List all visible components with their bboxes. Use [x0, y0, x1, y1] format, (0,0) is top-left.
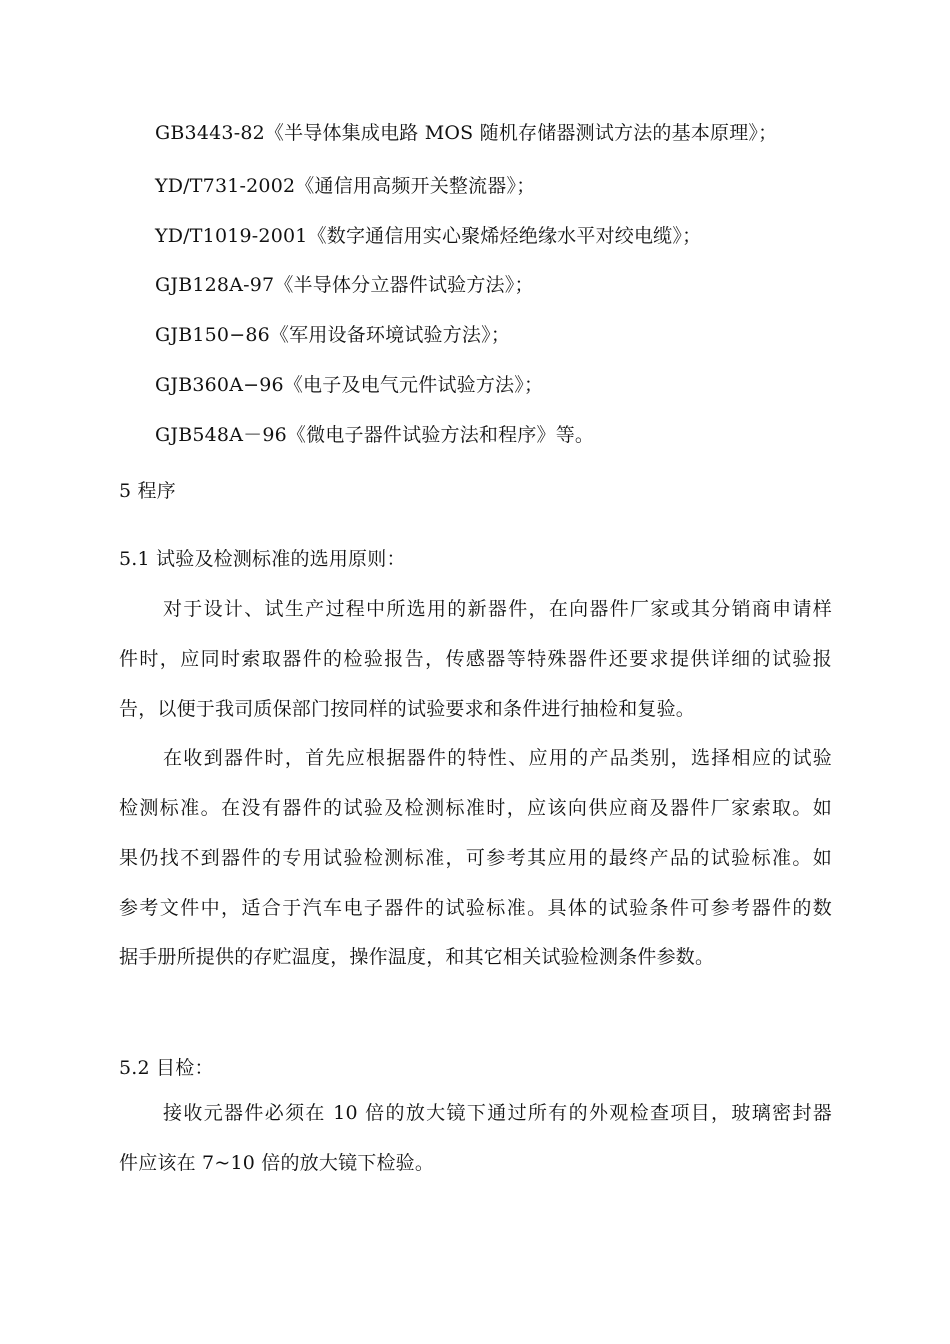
reference-item: GJB548A－96《微电子器件试验方法和程序》等。: [155, 424, 595, 446]
paragraph-line: 在收到器件时，首先应根据器件的特性、应用的产品类别，选择相应的试验: [163, 747, 832, 769]
section-heading-5-1: 5.1 试验及检测标准的选用原则：: [119, 548, 406, 570]
paragraph-line: 据手册所提供的存贮温度，操作温度，和其它相关试验检测条件参数。: [119, 946, 715, 968]
reference-item: GB3443-82《半导体集成电路 MOS 随机存储器测试方法的基本原理》；: [155, 122, 778, 144]
reference-item: GJB128A-97《半导体分立器件试验方法》；: [155, 274, 534, 296]
paragraph-line: 果仍找不到器件的专用试验检测标准，可参考其应用的最终产品的试验标准。如: [119, 847, 832, 869]
reference-item: YD/T731-2002《通信用高频开关整流器》；: [155, 175, 536, 197]
paragraph-line: 检测标准。在没有器件的试验及检测标准时，应该向供应商及器件厂家索取。如: [119, 797, 832, 819]
paragraph-line: 件时，应同时索取器件的检验报告，传感器等特殊器件还要求提供详细的试验报: [119, 648, 832, 670]
paragraph-line: 对于设计、试生产过程中所选用的新器件，在向器件厂家或其分销商申请样: [163, 598, 832, 620]
section-heading-5: 5 程序: [119, 480, 176, 502]
reference-item: GJB360A−96《电子及电气元件试验方法》；: [155, 374, 544, 396]
paragraph-line: 参考文件中，适合于汽车电子器件的试验标准。具体的试验条件可参考器件的数: [119, 897, 832, 919]
paragraph-line: 件应该在 7~10 倍的放大镜下检验。: [119, 1152, 435, 1174]
paragraph-line: 接收元器件必须在 10 倍的放大镜下通过所有的外观检查项目，玻璃密封器: [163, 1102, 832, 1124]
section-heading-5-2: 5.2 目检：: [119, 1057, 214, 1079]
reference-item: GJB150−86《军用设备环境试验方法》；: [155, 324, 511, 346]
reference-item: YD/T1019-2001《数字通信用实心聚烯烃绝缘水平对绞电缆》；: [155, 225, 702, 247]
paragraph-line: 告，以便于我司质保部门按同样的试验要求和条件进行抽检和复验。: [119, 698, 696, 720]
